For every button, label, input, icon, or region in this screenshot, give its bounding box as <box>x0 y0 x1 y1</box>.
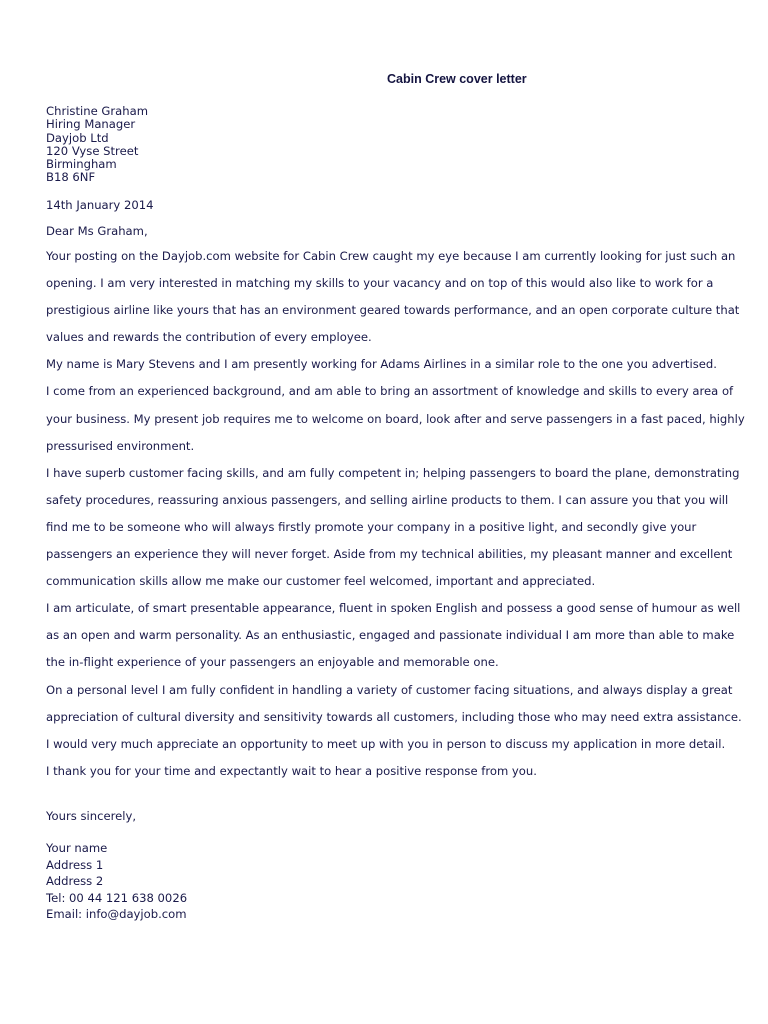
body-line: I thank you for your time and expectantly wait to hear a positive response from you. <box>46 763 537 778</box>
body-line: pressurised environment. <box>46 438 195 453</box>
letter-date: 14th January 2014 <box>46 198 154 212</box>
sender-tel: Tel: 00 44 121 638 0026 <box>46 890 188 905</box>
sender-email: Email: info@dayjob.com <box>46 907 187 921</box>
salutation: Dear Ms Graham, <box>46 224 148 238</box>
recipient-company: Dayjob Ltd <box>46 130 109 145</box>
body-line: appreciation of cultural diversity and sensitivity towards all customers, including those who may need extra assistance. <box>46 709 742 724</box>
body-line: I am articulate, of smart presentable appearance, fluent in spoken English and possess a good sense of humour as well <box>46 601 741 616</box>
sender-address2: Address 2 <box>46 874 104 888</box>
recipient-postcode: B18 6NF <box>46 170 96 185</box>
body-line: prestigious airline like yours that has an environment geared towards performance, and an open corporate culture that <box>46 303 740 318</box>
body-line: communication skills allow me make our customer feel welcomed, important and appreciated. <box>46 574 596 589</box>
body-line: On a personal level I am fully confident in handling a variety of customer facing situations, and always display a great <box>46 682 733 697</box>
body-line: safety procedures, reassuring anxious passengers, and selling airline products to them. I can assure you that you will <box>46 492 729 507</box>
recipient-position: Hiring Manager <box>46 117 136 132</box>
body-line: Your posting on the Dayjob.com website for Cabin Crew caught my eye because I am currently looking for just such an <box>46 249 736 263</box>
body-line: I come from an experienced background, and am able to bring an assortment of knowledge and skills to every area of <box>46 384 734 399</box>
body-line: the in-flight experience of your passengers an enjoyable and memorable one. <box>46 655 499 670</box>
closing: Yours sincerely, <box>46 809 137 823</box>
body-line: as an open and warm personality. As an enthusiastic, engaged and passionate individual I am more than able to make <box>46 628 735 643</box>
letter-body <box>46 249 758 791</box>
body-line: My name is Mary Stevens and I am presently working for Adams Airlines in a similar role to the one you advertised. <box>46 357 717 372</box>
recipient-address <box>46 105 148 185</box>
body-line: passengers an experience they will never forget. Aside from my technical abilities, my pleasant manner and excellent <box>46 547 733 562</box>
body-line: I would very much appreciate an opportunity to meet up with you in person to discuss my application in more detail. <box>46 736 726 751</box>
sender-address1: Address 1 <box>46 857 104 872</box>
sender-name: Your name <box>46 841 108 855</box>
body-line: your business. My present job requires me to welcome on board, look after and serve passengers in a fast paced, highly <box>46 411 745 426</box>
sender-details <box>46 842 187 925</box>
body-line: I have superb customer facing skills, and am fully competent in; helping passengers to board the plane, demonstrating <box>46 465 740 480</box>
body-line: values and rewards the contribution of every employee. <box>46 330 372 345</box>
body-line: find me to be someone who will always firstly promote your company in a positive light, and secondly give your <box>46 519 697 534</box>
recipient-name: Christine Graham <box>46 104 149 118</box>
document-title: Cabin Crew cover letter <box>387 72 527 86</box>
recipient-street: 120 Vyse Street <box>46 143 139 158</box>
recipient-city: Birmingham <box>46 157 117 172</box>
body-line: opening. I am very interested in matching my skills to your vacancy and on top of this would also like to work for a <box>46 276 714 291</box>
